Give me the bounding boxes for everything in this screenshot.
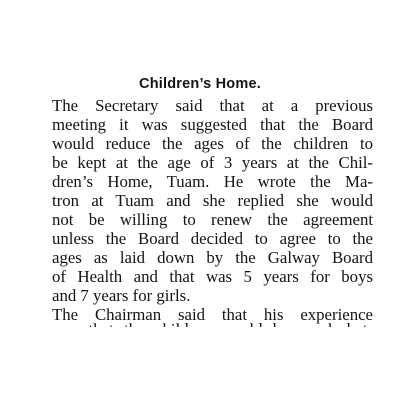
clipping-cut-edge [0,327,400,400]
article-headline: Children’s Home. [139,76,261,92]
article-line: dren’s Home, Tuam. He wrote the Ma- [52,172,373,191]
article-line: tron at Tuam and she replied she would [52,191,373,210]
article-line: ages as laid down by the Galway Board [52,248,373,267]
article-line: The Secretary said that at a previous [52,96,373,115]
article-line: be kept at the age of 3 years at the Chil- [52,153,373,172]
article-line: and 7 years for girls. [52,286,191,305]
article-line: not be willing to renew the agreement [52,210,373,229]
article-line: would reduce the ages of the children to [52,134,373,153]
article-line: unless the Board decided to agree to the [52,229,373,248]
article-line: The Chairman said that his experience [52,305,373,324]
article-line: of Health and that was 5 years for boys [52,267,373,286]
article-line: meeting it was suggested that the Board [52,115,373,134]
